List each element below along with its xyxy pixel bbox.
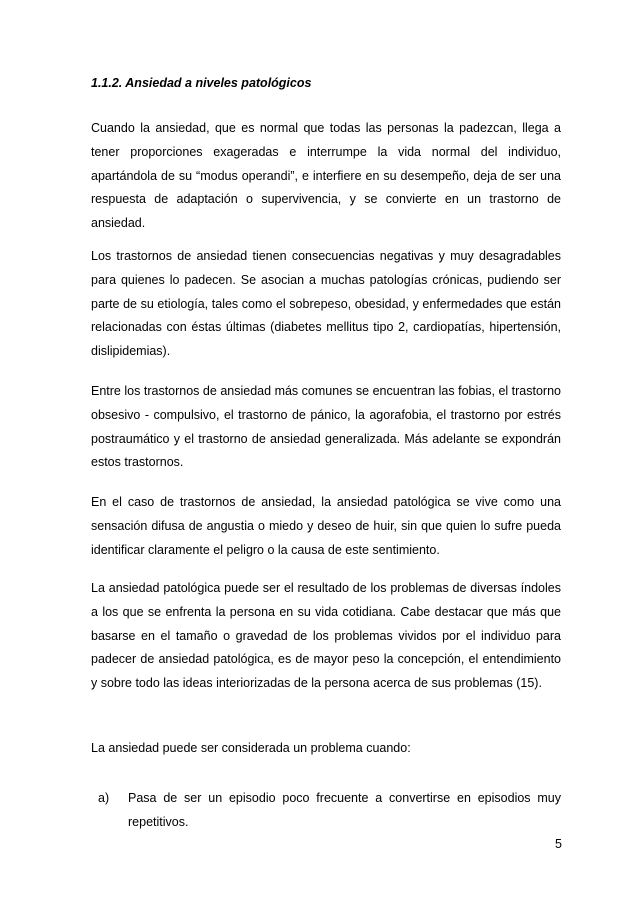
paragraph-4: En el caso de trastornos de ansiedad, la ansiedad patológica se vive como una sensación difusa de angustia o miedo y deseo de huir, sin que quien lo sufre pueda identificar claramente el peligro o la causa de este sentimiento. [91,495,561,557]
list-item-a [98,787,561,835]
paragraph-5: La ansiedad patológica puede ser el resultado de los problemas de diversas índoles a los que se enfrenta la persona en su vida cotidiana. Cabe destacar que más que basarse en el tamaño o gravedad de los problemas vividos por el individuo para padecer de ansiedad patológica, es de mayor peso la concepción, el entendimiento y sobre todo las ideas interiorizadas de la persona acerca de sus problemas (15). [91,581,561,691]
list-marker: a) [98,791,110,805]
paragraph-2: Los trastornos de ansiedad tienen consecuencias negativas y muy desagradables para quienes lo padecen. Se asocian a muchas patologías crónicas, pudiendo ser parte de su etiología, tales como el sobrepeso, obesidad, y enfermedades que están relacionadas con éstas últimas (diabetes mellitus tipo 2, cardiopatías, hipertensión, dislipidemias). [91,249,561,359]
section-heading: 1.1.2. Ansiedad a niveles patológicos [91,76,312,90]
paragraph-3: Entre los trastornos de ansiedad más comunes se encuentran las fobias, el trastorno obsesivo - compulsivo, el trastorno de pánico, la agorafobia, el trastorno por estrés postraumático y el trastorno de ansiedad generalizada. Más adelante se expondrán estos trastornos. [91,384,561,470]
paragraph-6: La ansiedad puede ser considerada un problema cuando: [91,741,411,755]
list-item-text: Pasa de ser un episodio poco frecuente a convertirse en episodios muy repetitivos. [128,791,561,829]
paragraph-1: Cuando la ansiedad, que es normal que todas las personas la padezcan, llega a tener proporciones exageradas e interrumpe la vida normal del individuo, apartándola de su “modus operandi”, e interfiere en su desempeño, deja de ser una respuesta de adaptación o supervivencia, y se convierte en un trastorno de ansiedad. [91,121,561,231]
page-number: 5 [555,837,562,851]
